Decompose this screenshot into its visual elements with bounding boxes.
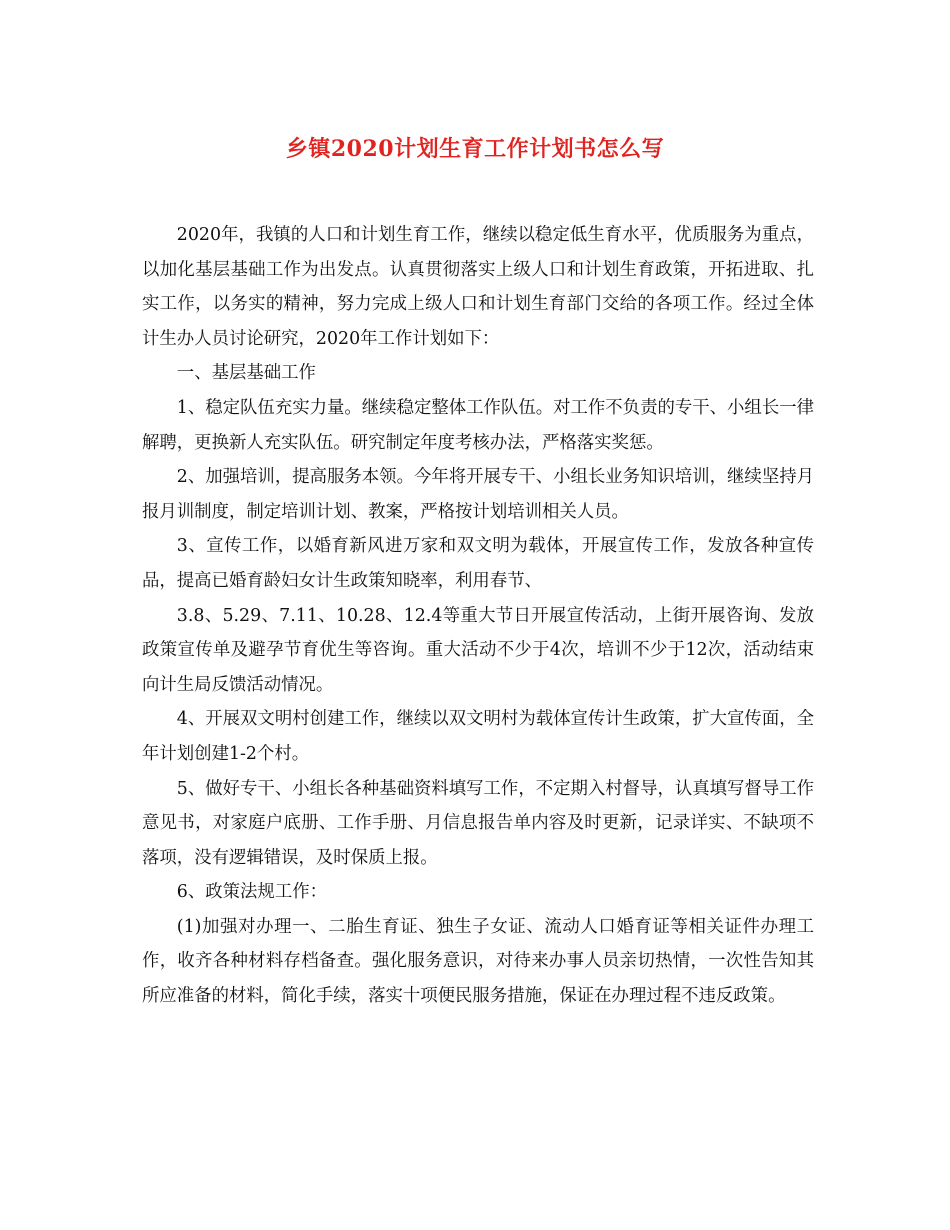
paragraph-item-3: 3、宣传工作，以婚育新风进万家和双文明为载体，开展宣传工作，发放各种宣传品，提高已婚育龄妇女计生政策知晓率，利用春节、: [142, 536, 814, 591]
paragraph-item-6-1: (1)加强对办理一、二胎生育证、独生子女证、流动人口婚育证等相关证件办理工作，收齐各种材料存档备查。强化服务意识，对待来办事人员亲切热情，一次性告知其所应准备的材料，简化手续，落实十项便民服务措施，保证在办理过程不违反政策。: [142, 916, 814, 1007]
document-body: [142, 218, 814, 1014]
paragraph-item-5: 5、做好专干、小组长各种基础资料填写工作，不定期入村督导，认真填写督导工作意见书，对家庭户底册、工作手册、月信息报告单内容及时更新，记录详实、不缺项不落项，没有逻辑错误，及时保质上报。: [142, 778, 814, 868]
section-heading-1: 一、基层基础工作: [176, 363, 316, 384]
paragraph-item-2: 2、加强培训，提高服务本领。今年将开展专干、小组长业务知识培训，继续坚持月报月训制度，制定培训计划、教案，严格按计划培训相关人员。: [142, 467, 814, 522]
paragraph-item-6: 6、政策法规工作：: [176, 882, 327, 903]
paragraph-item-3-continued: 3.8、5.29、7.11、10.28、12.4等重大节日开展宣传活动，上街开展咨询、发放政策宣传单及避孕节育优生等咨询。重大活动不少于4次，培训不少于12次，活动结束向计生局反馈活动情况。: [142, 605, 814, 695]
paragraph-intro: 2020年，我镇的人口和计划生育工作，继续以稳定低生育水平，优质服务为重点，以加化基层基础工作为出发点。认真贯彻落实上级人口和计划生育政策，开拓进取、扎实工作，以务实的精神，努力完成上级人口和计划生育部门交给的各项工作。经过全体计生办人员讨论研究，2020年工作计划如下：: [142, 225, 814, 349]
paragraph-item-4: 4、开展双文明村创建工作，继续以双文明村为载体宣传计生政策，扩大宣传面，全年计划创建1-2个村。: [142, 709, 814, 764]
paragraph-item-1: 1、稳定队伍充实力量。继续稳定整体工作队伍。对工作不负责的专干、小组长一律解聘，更换新人充实队伍。研究制定年度考核办法，严格落实奖惩。: [142, 397, 814, 453]
document-title: 乡镇2020计划生育工作计划书怎么写: [285, 136, 665, 162]
